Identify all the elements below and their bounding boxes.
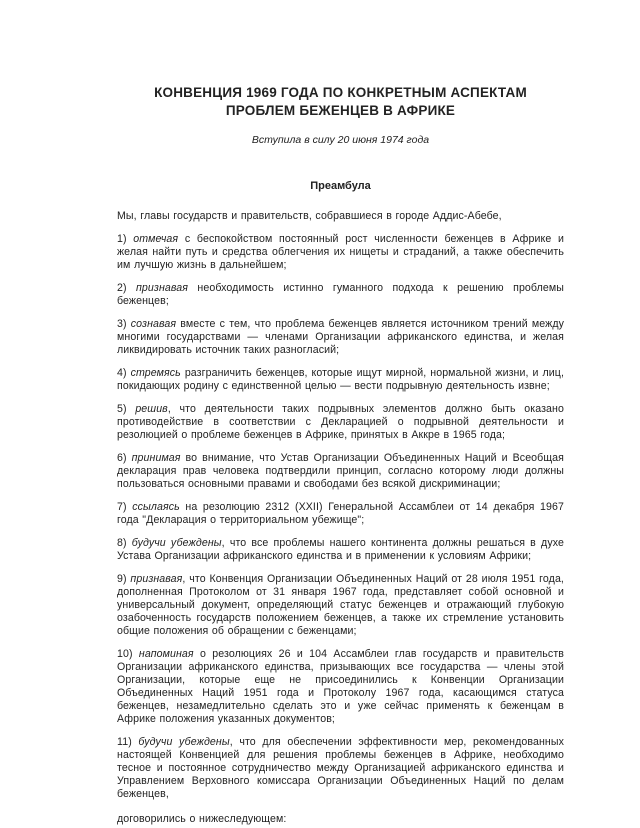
paragraph-rest: , что Конвенция Организации Объединенных Наций от 28 июля 1951 года, дополненная Протоколом от 31 января 1967 года, представляет собой основной и универсальный документ, определяющий статус беженцев и отражающий глубокую озабоченность государств положением беженцев, а также их стремление установить общие положения об обращении с беженцами;	[117, 573, 564, 637]
paragraph-lead: будучи убеждены	[138, 736, 230, 748]
entry-into-force-note: Вступила в силу 20 июня 1974 года	[251, 134, 430, 146]
paragraph-lead: стремясь	[130, 367, 181, 379]
preamble-intro: Мы, главы государств и правительств, собравшиеся в городе Аддис-Абебе,	[117, 210, 502, 222]
closing-line: договорились о нижеследующем:	[117, 813, 287, 825]
paragraph-lead: принимая	[131, 452, 181, 464]
paragraph-number: 3)	[117, 318, 131, 330]
preamble-paragraph	[117, 648, 564, 726]
paragraph-number: 7)	[117, 501, 133, 513]
preamble-paragraph	[117, 501, 564, 527]
paragraph-lead: отмечая	[133, 233, 179, 245]
paragraph-number: 9)	[117, 573, 131, 585]
paragraph-rest: , что деятельности таких подрывных элементов должно быть оказано противодействие в соответствии с Декларацией о подрывной деятельности и резолюцией о проблеме беженцев в Африке, принятых в Аккре в 1965 года;	[117, 403, 564, 441]
paragraph-number: 1)	[117, 233, 134, 245]
preamble-paragraph	[117, 282, 564, 308]
preamble-heading: Преамбула	[310, 180, 371, 192]
preamble-paragraph	[117, 573, 564, 638]
preamble-paragraph	[117, 403, 564, 442]
paragraph-rest: разграничить беженцев, которые ищут мирной, нормальной жизни, и лиц, покидающих родину с единственной целью — вести подрывную деятельность извне;	[117, 367, 564, 392]
paragraph-lead: напоминая	[138, 648, 194, 660]
preamble-paragraphs	[117, 233, 564, 801]
paragraph-lead: будучи убеждены	[131, 537, 222, 549]
paragraph-lead: сознавая	[130, 318, 177, 330]
preamble-paragraph	[117, 233, 564, 272]
paragraph-lead: признавая	[130, 573, 183, 585]
document-title-line-2: ПРОБЛЕМ БЕЖЕНЦЕВ В АФРИКЕ	[225, 103, 456, 118]
document-title	[117, 84, 564, 120]
paragraph-number: 6)	[117, 452, 132, 464]
paragraph-rest: на резолюцию 2312 (XXII) Генеральной Ассамблеи от 14 декабря 1967 года "Декларация о территориальном убежище";	[117, 501, 564, 526]
paragraph-lead: решив	[135, 403, 168, 415]
preamble-paragraph	[117, 736, 564, 801]
paragraph-number: 4)	[117, 367, 131, 379]
paragraph-lead: ссылаясь	[132, 501, 180, 513]
paragraph-number: 8)	[117, 537, 132, 549]
document-title-line-1: КОНВЕНЦИЯ 1969 ГОДА ПО КОНКРЕТНЫМ АСПЕКТАМ	[154, 85, 527, 100]
paragraph-rest: о резолюциях 26 и 104 Ассамблеи глав государств и правительств Организации африканского единства, призывающих все государства — члены этой Организации, которые еще не присоединились к Конвенции Организации Объединенных Наций 1951 года и Протоколу 1967 года, касающимся статуса беженцев, незамедлительно сделать это и уже сейчас применять к беженцам в Африке положения указанных документов;	[117, 648, 565, 725]
paragraph-number: 2)	[117, 282, 136, 294]
preamble-paragraph	[117, 452, 564, 491]
paragraph-rest: , что все проблемы нашего континента должны решаться в духе Устава Организации африканского единства и в применении к условиям Африки;	[117, 537, 564, 562]
paragraph-lead: признавая	[136, 282, 189, 294]
paragraph-rest: вместе с тем, что проблема беженцев является источником трений между многими государствами — членами Организации африканского единства, и желая ликвидировать источник таких разногласий;	[117, 318, 564, 356]
paragraph-rest: во внимание, что Устав Организации Объединенных Наций и Всеобщая декларация прав человека подтвердили принцип, согласно которому люди должны пользоваться основными правами и свободами без всякой дискриминации;	[117, 452, 564, 490]
paragraph-number: 5)	[117, 403, 136, 415]
paragraph-number: 10)	[117, 648, 139, 660]
paragraph-rest: необходимость истинно гуманного подхода к решению проблемы беженцев;	[117, 282, 564, 307]
paragraph-rest: , что для обеспечении эффективности мер, рекомендованных настоящей Конвенцией для решения проблемы беженцев в Африке, необходимо тесное и постоянное сотрудничество между Организацией африканского единства и Управлением Верховного комиссара Организации Объединенных Наций по делам беженцев,	[117, 736, 564, 800]
preamble-paragraph	[117, 537, 564, 563]
preamble-paragraph	[117, 367, 564, 393]
preamble-paragraph	[117, 318, 564, 357]
paragraph-number: 11)	[117, 736, 139, 748]
paragraph-rest: с беспокойством постоянный рост численности беженцев в Африке и желая найти путь и средства облегчения их нищеты и страданий, а также обеспечить им лучшую жизнь в дальнейшем;	[117, 233, 564, 271]
